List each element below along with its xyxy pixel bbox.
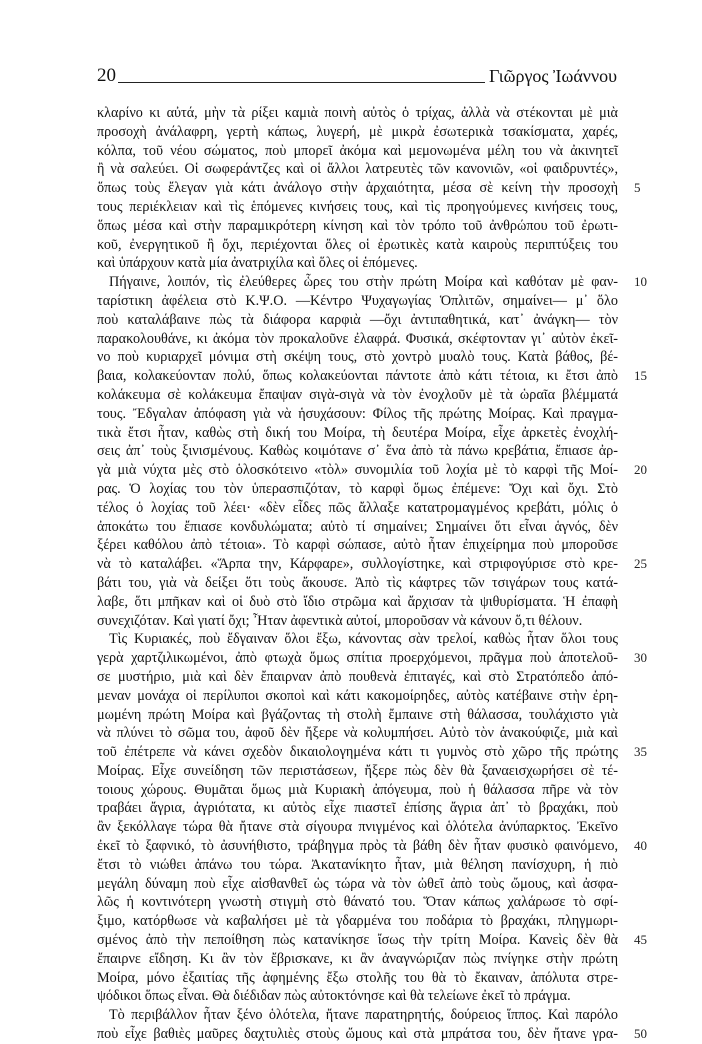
text-line — [97, 236, 664, 255]
line-text: ἀποκάτω του ἔπιασε κονδυλώματα; αὐτὸ τί σημαίνει; Σημαίνει ὅτι εἶναι ἁγνός, δὲν — [97, 518, 618, 535]
line-text: ἔπαιρνε εἴδηση. Κι ἂν τὸν ἔβρισκανε, κι ἂν ἀναγνώριζαν πὼς πνίγηκε στὴν πρώτη — [97, 950, 618, 967]
text-line — [97, 837, 664, 856]
text-line — [97, 706, 664, 725]
line-text: παρακολουθάνε, κι ἀκόμα τὸν προκαλοῦνε ἐλαφρά. Φυσικά, σκέφτονταν γι᾽ αὐτὸν ἐκεῖ- — [97, 330, 618, 347]
line-text: νὰ πλύνει τὸ σῶμα του, ἀφοῦ δὲν ἤξερε νὰ κολυμπήσει. Αὐτὸ τὸν ἀνακούφιζε, μιὰ καὶ — [97, 725, 618, 742]
line-text: ξιμο, κατόρθωσε νὰ καβαλήσει μὲ τὰ γδαρμένα του ποδάρια τὸ βραχάκι, πληγμωρι- — [97, 913, 618, 930]
line-text: συνεχιζόταν. Καὶ γιατί ὄχι; Ἦταν ἀφεντικὰ αὐτοί, μποροῦσαν νὰ κάνουν ὅ,τι θέλουν. — [97, 612, 583, 629]
text-line — [97, 499, 664, 518]
text-line — [97, 160, 664, 179]
line-text: σμένος ἀπὸ τὴν πεποίθηση πὼς κατανίκησε ἴσως τὴν τρίτη Μοίρα. Κανεὶς δὲν θὰ — [97, 932, 618, 949]
running-head: Γιῶργος Ἰωάννου — [489, 66, 617, 86]
line-text: ποὺ καταλάβαινε πὼς τὰ διάφορα καρφιὰ —ὄχι ἀντιπαθητικά, κατ᾽ ἀνάγκη— τὸν — [97, 311, 618, 328]
text-line — [97, 875, 664, 894]
text-line — [97, 198, 664, 217]
line-text: μεγάλη δύναμη ποὺ εἶχε αἰσθανθεῖ ὡς τώρα νὰ τὸν ὠθεῖ ἀπὸ τοὺς ὤμους, καὶ ἀσφα- — [97, 875, 618, 892]
line-number: 35 — [634, 744, 647, 760]
text-line — [97, 424, 664, 443]
line-text: σε μυστήριο, μιὰ καὶ δὲν ἔπαιρναν ἀπὸ πουθενὰ ἐπιταγές, καὶ στὸ Στρατόπεδο ἀπό- — [97, 668, 618, 685]
text-line — [97, 668, 664, 687]
line-text: ἐκεῖ τὸ ξαφνικό, τὸ ἀσυνήθιστο, τράβηγμα πρὸς τὰ βάθη δὲν ἦταν φυσικὸ φαινόμενο, — [97, 838, 618, 855]
text-line — [97, 292, 664, 311]
line-text: γερὰ χαρτζιλικωμένοι, ἀπὸ φτωχὰ ὅμως σπίτια προερχόμενοι, πρᾶγμα ποὺ ἀποτελοῦ- — [97, 650, 618, 667]
line-number: 15 — [634, 368, 647, 384]
text-line — [97, 367, 664, 386]
line-text: μωμένη πρώτη Μοίρα καὶ βγάζοντας τὴ στολὴ ἔμπαινε στὴ θάλασσα, τουλάχιστο γιὰ — [97, 706, 618, 723]
line-text: κοῦ, ἐνεργητικοῦ ἢ ὄχι, περιέχονται ὅλες οἱ ἐρωτικὲς κατὰ καιροὺς περιπτύξεις του — [97, 236, 618, 253]
line-text: ξέρει καθόλου ἀπὸ τέτοια». Τὸ καρφὶ σώπασε, αὐτὸ ἦταν ἐπιχείρημα ποὺ μποροῦσε — [97, 537, 618, 554]
text-line — [97, 593, 664, 612]
line-number: 45 — [634, 932, 647, 948]
line-text: τέλος ὁ λοχίας τοῦ λέει· «δὲν εἶδες πῶς ἄλλαξε κατατρομαγμένος κρεβάτι, μόλις ὁ — [97, 499, 618, 516]
line-text: ρας. Ὁ λοχίας του τὸν ὑπερασπιζόταν, τὸ καρφὶ ὅμως ἐπέμενε: Ὄχι καὶ ὄχι. Στὸ — [97, 480, 618, 497]
line-text: λαβε, ὅτι μπῆκαν καὶ οἱ δυὸ στὸ ἴδιο στρῶμα καὶ ἄρχισαν τὰ ψιθυρίσματα. Ἡ ἐπαφὴ — [97, 593, 618, 610]
line-text: ἢ νὰ σαλεύει. Οἱ σωφεράντζες καὶ οἱ ἄλλοι λατρευτὲς τῶν κανονιῶν, «οἱ φαιδρυντές», — [97, 161, 618, 178]
line-text: Μοίρας. Εἶχε συνείδηση τῶν περιστάσεων, ἤξερε πὼς δὲν θὰ ξαναεισχωρήσει σὲ τέ- — [97, 762, 618, 779]
text-line — [97, 1025, 664, 1044]
text-line — [97, 856, 664, 875]
line-number: 20 — [634, 462, 647, 478]
line-number: 30 — [634, 650, 647, 666]
line-text: νο ποὺ κυριαρχεῖ μόνιμα στὴ σκέψη τους, στὸ χοντρὸ μυαλὸ τους. Κατὰ βάθος, βέ- — [97, 349, 618, 366]
text-line — [97, 104, 664, 123]
text-line — [97, 762, 664, 781]
line-text: βάτι του, γιὰ νὰ δείξει ὅτι τοὺς ἄκουσε. Ἀπὸ τὶς κάφτρες τῶν τσιγάρων τους κατά- — [97, 574, 618, 591]
text-line — [97, 311, 664, 330]
text-line — [97, 574, 664, 593]
line-text: μεναν μονάχα οἱ περίλυποι σκοποὶ καὶ κάτι κακομοίρηδες, αὐτὸς κατέβαινε στὴν ἐρη- — [97, 687, 618, 704]
line-text: ψόδικοι ὅπως εἶναι. Θὰ διέδιδαν πὼς αὐτοκτόνησε καὶ θὰ τελείωνε ἐκεῖ τὸ πράγμα. — [97, 988, 571, 1005]
text-line — [97, 348, 664, 367]
page-header — [97, 60, 617, 86]
line-number: 25 — [634, 556, 647, 572]
text-line — [97, 781, 664, 800]
line-text: κλαρίνο κι αὐτά, μὴν τὰ ρίξει καμιὰ ποινὴ αὐτὸς ὁ τρίχας, ἀλλὰ νὰ στέκονται μὲ μιὰ — [97, 105, 618, 121]
text-line — [97, 649, 664, 668]
text-line — [97, 254, 664, 273]
line-text: Τὶς Κυριακές, ποὺ ἔδγαιναν ὅλοι ἔξω, κάνοντας σὰν τρελοί, καθὼς ἦταν ὅλοι τους — [109, 631, 618, 648]
text-line — [97, 818, 664, 837]
body-text — [97, 104, 664, 1044]
text-line — [97, 273, 664, 292]
text-line — [97, 442, 664, 461]
line-text: βαια, κολακεύονταν πολύ, ὅπως κολακεύονται πάντοτε ἀπὸ κάτι τέτοια, κι ἔτσι ἀπὸ — [97, 368, 618, 385]
line-number: 40 — [634, 838, 647, 854]
line-number: 5 — [634, 180, 641, 196]
line-text: νὰ τὸ καταλάβει. «Ἅρπα την, Κάρφαρε», συλλογίστηκε, καὶ στριφογύρισε στὸ κρε- — [97, 556, 618, 573]
line-text: καὶ ὑπάρχουν κατὰ μία ἀνατριχίλα καὶ ὅλες οἱ ἑπόμενες. — [97, 255, 418, 272]
line-text: ἂν ξεκόλλαγε τώρα θὰ ἤτανε στὰ σίγουρα πνιγμένος καὶ ὁλότελα ἀνύπαρκτος. Ἐκεῖνο — [97, 819, 618, 836]
line-text: ἔτσι τὸ νιώθει ἀπάνω του τώρα. Ἀκατανίκητο ἦταν, μιὰ θέληση πανίσχυρη, ἡ πιὸ — [97, 856, 618, 873]
text-line — [97, 687, 664, 706]
line-text: γὰ μιὰ νύχτα μὲς στὸ ὁλοσκότεινο «τὸλ» συνομιλία τοῦ λοχία μὲ τὸ καρφὶ τῆς Μοί- — [97, 462, 618, 479]
text-line — [97, 969, 664, 988]
line-text: τους. Ἔδγαλαν ἀπόφαση γιὰ νὰ ἡσυχάσουν: Φίλος τῆς πρώτης Μοίρας. Καὶ πραγμα- — [97, 405, 618, 422]
line-number: 10 — [634, 274, 647, 290]
line-text: ποὺ εἶχε βαθιὲς μαῦρες δαχτυλιὲς στοὺς ὤμους καὶ στὰ μπράτσα του, δὲν ἤτανε γρα- — [97, 1026, 618, 1043]
line-text: Μοίρα, μόνο ἐξαιτίας τῆς ἀφημένης ἔξω στολῆς του θὰ τὸ ἔκαιναν, ἀπόλυτα στρε- — [97, 969, 618, 986]
text-line — [97, 217, 664, 236]
text-line — [97, 461, 664, 480]
text-line — [97, 555, 664, 574]
text-line — [97, 1006, 664, 1025]
line-text: κόλπα, τοῦ νέου σώματος, ποὺ μπορεῖ ἀκόμα καὶ μεμονωμένα μέλη του νὰ ἀκινητεῖ — [97, 142, 618, 159]
line-text: προσοχὴ ἀνάλαφρη, γερτὴ κάπως, λυγερή, μὲ μικρὰ ἐσωτερικὰ τσακίσματα, χαρές, — [97, 123, 618, 140]
text-line — [97, 912, 664, 931]
text-line — [97, 518, 664, 537]
line-text: ὅπως μέσα καὶ στὴν παραμικρότερη κίνηση καὶ τὸν τρόπο τοῦ ἀνθρώπου τοῦ ἐρωτι- — [97, 217, 618, 234]
line-text: τοῦ ἐπέτρεπε νὰ κάνει σχεδὸν δικαιολογημένα κάτι τι γυμνὸς στὸ χῶρο τῆς πρώτης — [97, 744, 618, 761]
text-line — [97, 950, 664, 969]
text-line — [97, 987, 664, 1006]
header-rule — [118, 82, 485, 83]
text-line — [97, 931, 664, 950]
text-line — [97, 743, 664, 762]
text-line — [97, 123, 664, 142]
text-line — [97, 893, 664, 912]
text-line — [97, 724, 664, 743]
line-text: τραβάει ἄγρια, ἀγριότατα, κι αὐτὸς εἶχε πιαστεῖ ἐπίσης ἄγρια ἀπ᾽ τὸ βραχάκι, ποὺ — [97, 800, 618, 817]
line-text: τους περιέκλειαν καὶ τὶς ἑπόμενες κινήσεις τους, καὶ τὶς προηγούμενες κινήσεις τους, — [97, 198, 618, 215]
line-text: τοιους χώρους. Θυμᾶται ὅμως μιὰ Κυριακὴ ἀπόγευμα, ποὺ ἡ θάλασσα πῆρε νὰ τὸν — [97, 781, 618, 798]
text-line — [97, 142, 664, 161]
text-line — [97, 799, 664, 818]
line-text: λῶς ἡ κοντινότερη γνωστὴ στιγμὴ στὸ θάνατό του. Ὅταν κάπως χαλάρωσε τὸ σφί- — [97, 894, 618, 911]
line-text: Πήγαινε, λοιπόν, τὶς ἐλεύθερες ὧρες του στὴν πρώτη Μοίρα καὶ καθόταν μὲ φαν- — [109, 274, 618, 291]
line-text: Τὸ περιβάλλον ἦταν ξένο ὁλότελα, ἤτανε παρατηρητής, δούρειος ἵππος. Καὶ παρόλο — [109, 1007, 618, 1024]
text-line — [97, 405, 664, 424]
text-line — [97, 630, 664, 649]
text-line — [97, 386, 664, 405]
line-text: ὅπως τοὺς ἔλεγαν γιὰ κάτι ἀνάλογο στὴν ἀρχαιότητα, μέσα σὲ κείνη τὴν προσοχὴ — [97, 180, 618, 197]
text-line — [97, 480, 664, 499]
line-text: κολάκευμα σὲ κολάκευμα ἔπαψαν σιγὰ-σιγὰ νὰ τὸν ἐνοχλοῦν μὲ τὰ ὡραῖα βλέμματά — [97, 386, 618, 403]
text-line — [97, 536, 664, 555]
text-line — [97, 612, 664, 631]
line-number: 50 — [634, 1026, 647, 1042]
text-line — [97, 179, 664, 198]
line-text: ταρίστικη ἀφέλεια στὸ Κ.Ψ.Ο. —Κέντρο Ψυχαγωγίας Ὁπλιτῶν, σημαίνει— μ᾽ ὅλο — [97, 292, 618, 309]
text-line — [97, 330, 664, 349]
page-number: 20 — [97, 65, 116, 86]
line-text: σεις ἀπ᾽ τοὺς ξινισμένους. Καθὼς κοιμότανε σ᾽ ἕνα ἀπὸ τὰ πάνω κρεβάτια, ἔπιασε ἀρ- — [97, 443, 618, 460]
line-text: τικὰ ἔτσι ἦταν, καθὼς στὴ δική του Μοίρα, τὴ δευτέρα Μοίρα, εἶχε ἀρκετὲς ἐνοχλή- — [97, 424, 618, 441]
